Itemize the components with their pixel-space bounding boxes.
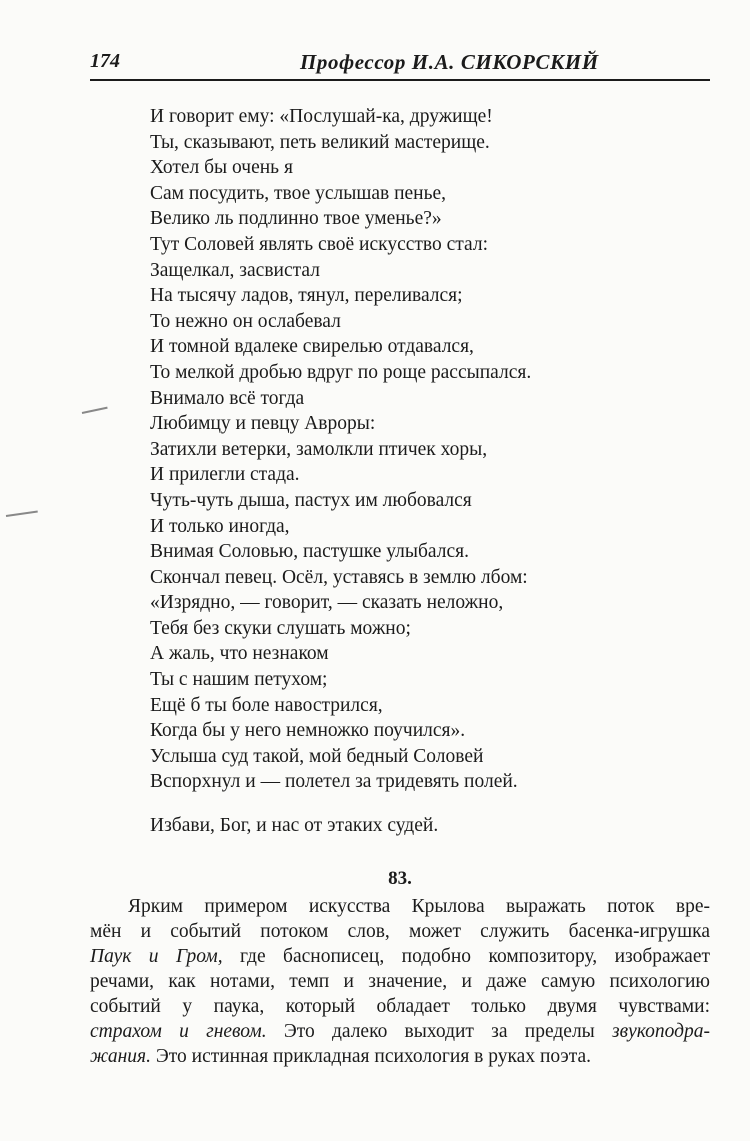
pencil-mark [6,511,38,517]
poem-line: Ещё б ты боле навострился, [150,694,383,716]
page-header [90,50,710,84]
paragraph-line: мён и событий потоком слов, может служить басенка-игрушка [90,921,710,942]
poem-line: И говорит ему: «Послушай-ка, дружище! [150,106,493,127]
emphasis-text: страхом и гневом. [90,1021,267,1042]
paragraph-line [90,1019,710,1044]
poem-line: Сам посудить, твое услышав пенье, [150,182,447,204]
paragraph-line [90,944,710,969]
poem-line: И томной вдалеке свирелью отдавался, [150,336,474,358]
poem-line: Внимая Соловью, пастушке улыбался. [150,541,469,563]
emphasis-text: звукоподра- [612,1021,710,1042]
section-number: 83. [388,868,412,889]
poem-moral: Избави, Бог, и нас от этаких судей. [150,815,439,836]
poem-line: Чуть-чуть дыша, пастух им любовался [150,489,472,511]
paragraph-line: событий у паука, который обладает только двумя чувствами: [90,996,710,1017]
poem-line: «Изрядно, — говорит, — сказать неложно, [150,592,504,614]
paragraph-text: где баснописец, подобно композитору, изображает [222,946,711,967]
poem-line: Любимцу и певцу Авроры: [150,413,376,435]
poem-line: Тут Соловей являть своё искусство стал: [150,233,489,255]
poem-line: Ты с нашим петухом; [150,669,328,691]
poem-line: Хотел бы очень я [150,157,293,179]
poem-line: А жаль, что незнаком [150,643,329,665]
poem-line: Вспорхнул и — полетел за тридевять полей. [150,771,518,793]
fable-title: Паук и Гром, [90,946,223,967]
poem-line: То мелкой дробью вдруг по роще рассыпался. [150,361,532,383]
poem-line: Ты, сказывают, петь великий мастерище. [150,131,490,153]
paragraph-line [90,1044,710,1069]
page-number: 174 [90,50,120,72]
paragraph-text: Ярким примером искусства Крылова выражать поток вре- [128,896,710,917]
poem-line: И только иногда, [150,515,290,537]
poem-line: И прилегли стада. [150,464,300,486]
poem-line: Внимало всё тогда [150,387,305,409]
poem-line: Когда бы у него немножко поучился». [150,720,466,742]
poem-line: Затихли ветерки, замолкли птичек хоры, [150,438,488,460]
poem-line: На тысячу ладов, тянул, переливался; [150,285,463,307]
poem-line: Скончал певец. Осёл, уставясь в землю лбом: [150,566,528,588]
running-title: Профессор И.А. СИКОРСКИЙ [300,50,599,74]
paragraph-text: Это истинная прикладная психология в руках поэта. [151,1046,592,1067]
section-paragraph [90,894,710,1069]
poem-block [150,104,531,795]
paragraph-line [90,894,710,919]
poem-line: Защелкал, засвистал [150,259,320,281]
pencil-mark [82,407,108,414]
header-rule [90,79,710,81]
poem-line: Услыша суд такой, мой бедный Соловей [150,745,484,767]
emphasis-text: жания. [90,1046,151,1067]
paragraph-text: Это далеко выходит за пределы [266,1021,613,1042]
paragraph-line: речами, как нотами, темп и значение, и даже самую психологию [90,971,710,992]
poem-line: Велико ль подлинно твое уменье?» [150,208,442,230]
poem-line: Тебя без скуки слушать можно; [150,617,411,639]
poem-line: То нежно он ослабевал [150,310,341,332]
